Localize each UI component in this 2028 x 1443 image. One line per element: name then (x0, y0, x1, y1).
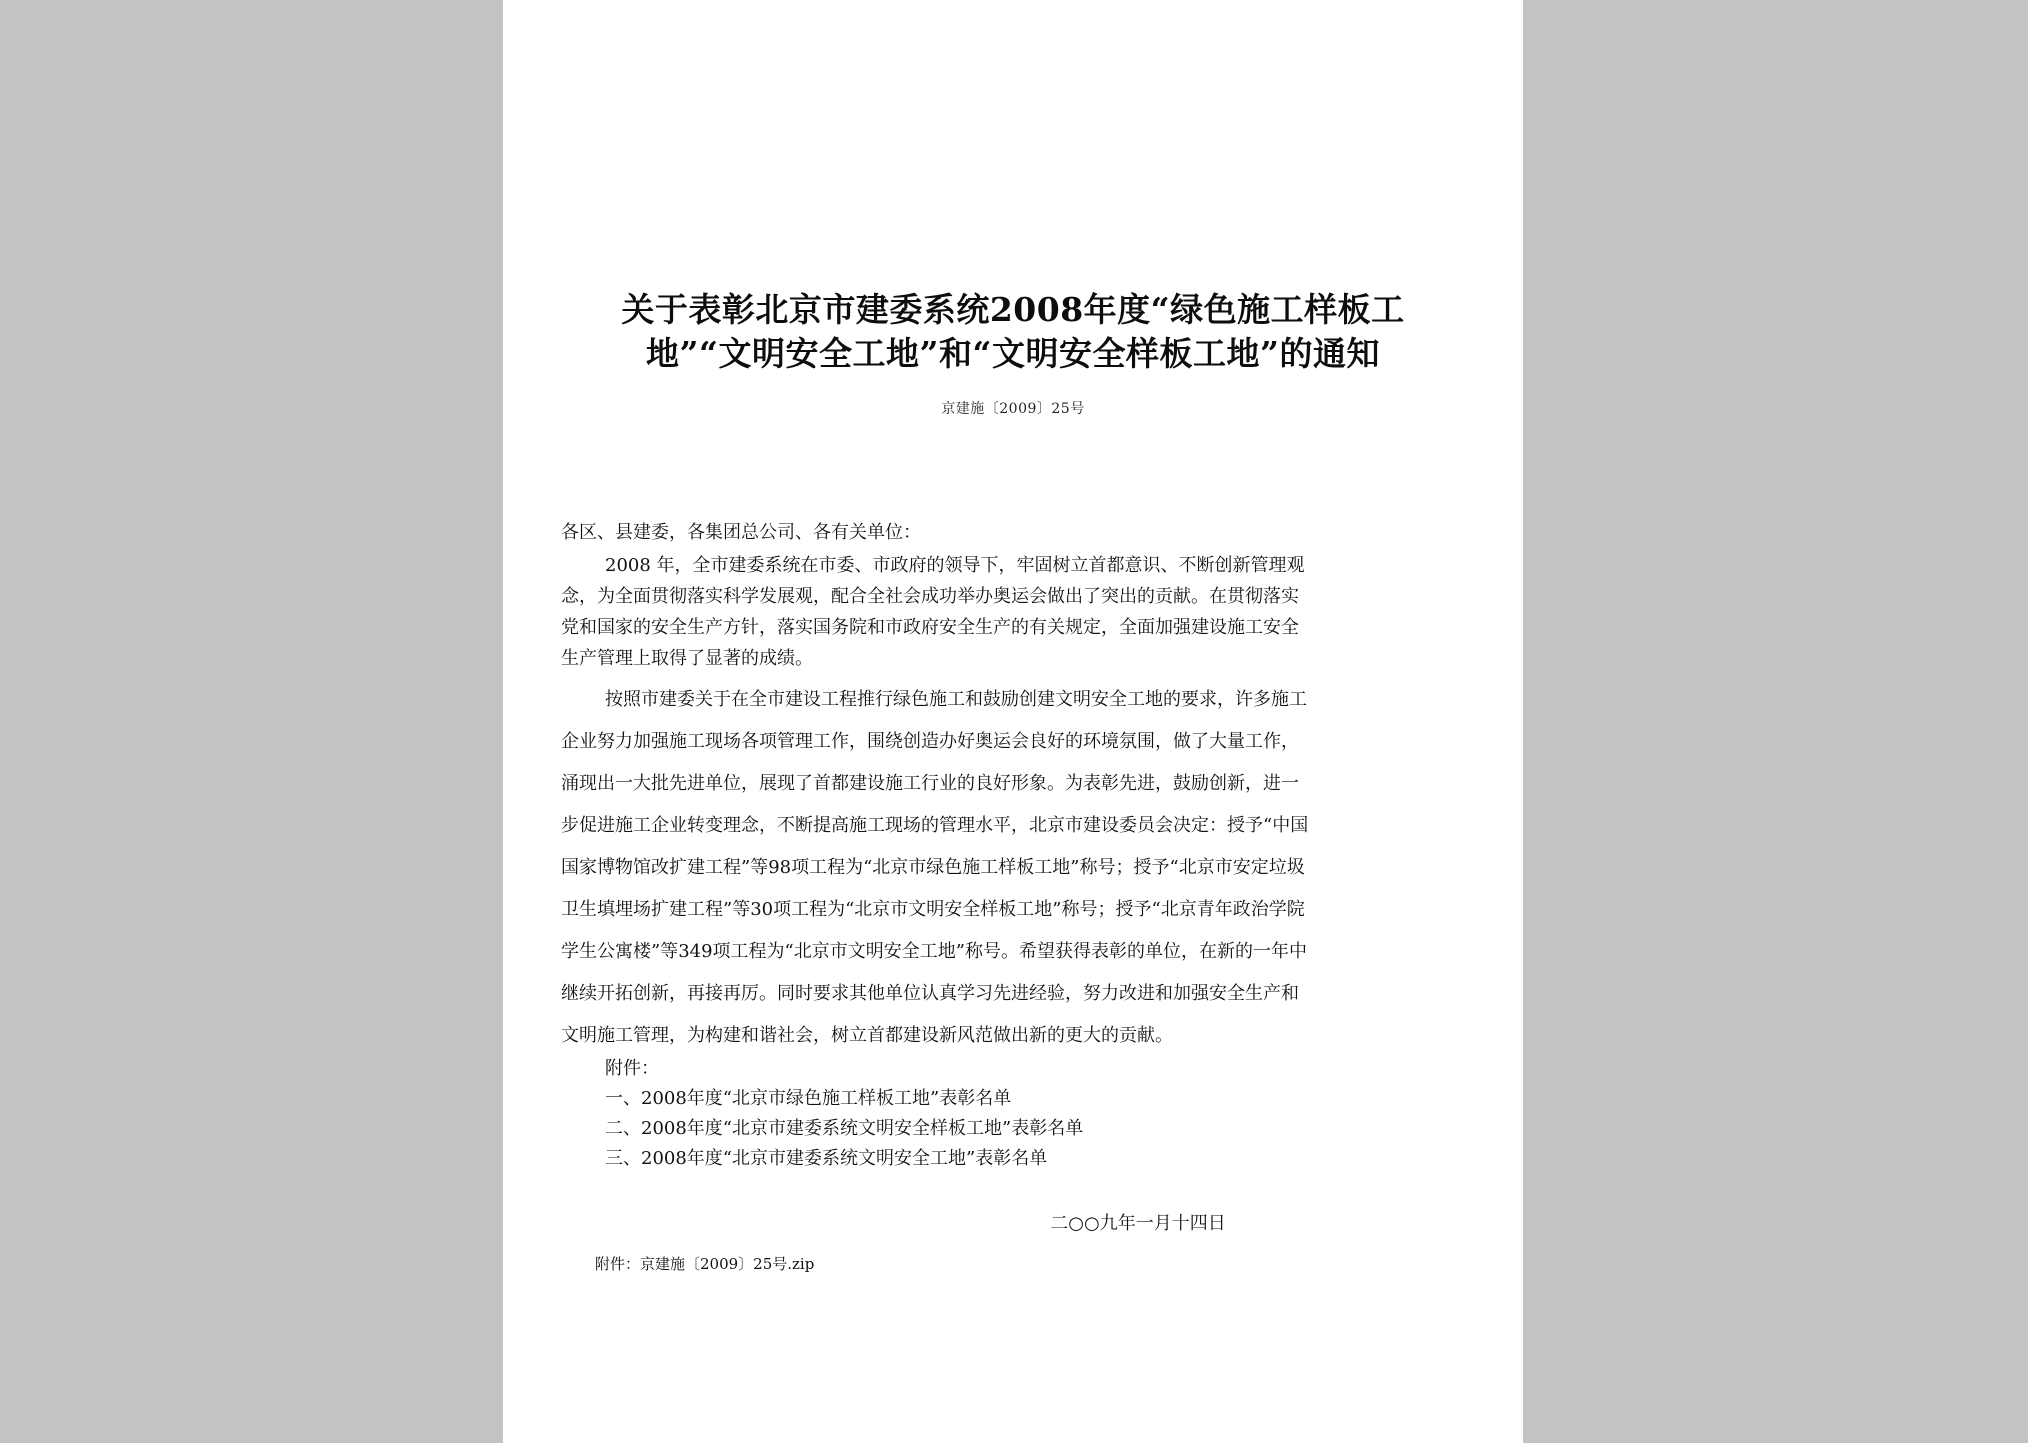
document-number: 京建施〔2009〕25号 (941, 401, 1085, 417)
paragraph-2-line: 继续开拓创新，再接再厉。同时要求其他单位认真学习先进经验，努力改进和加强安全生产和 (561, 983, 1299, 1004)
attachment-file-link[interactable]: 附件：京建施〔2009〕25号.zip (595, 1255, 815, 1273)
title-line-2: 地”“文明安全工地”和“文明安全样板工地”的通知 (646, 334, 1380, 373)
attachments-heading: 附件： (605, 1058, 659, 1079)
document-page (503, 0, 1523, 1443)
paragraph-2-line: 卫生填埋场扩建工程”等30项工程为“北京市文明安全样板工地”称号；授予“北京青年政治学院 (561, 899, 1305, 920)
attachment-item: 三、2008年度“北京市建委系统文明安全工地”表彰名单 (605, 1148, 1048, 1169)
paragraph-1-line: 念，为全面贯彻落实科学发展观，配合全社会成功举办奥运会做出了突出的贡献。在贯彻落实 (561, 586, 1299, 607)
paragraph-2-line: 涌现出一大批先进单位，展现了首都建设施工行业的良好形象。为表彰先进，鼓励创新，进一 (561, 773, 1299, 794)
paragraph-2-line: 学生公寓楼”等349项工程为“北京市文明安全工地”称号。希望获得表彰的单位，在新的一年中 (561, 941, 1307, 962)
paragraph-1 (561, 550, 1466, 674)
paragraph-2 (561, 679, 1466, 1057)
paragraph-2-line: 国家博物馆改扩建工程”等98项工程为“北京市绿色施工样板工地”称号；授予“北京市安定垃圾 (561, 857, 1305, 878)
paragraph-1-line: 党和国家的安全生产方针，落实国务院和市政府安全生产的有关规定，全面加强建设施工安全 (561, 617, 1299, 638)
paragraph-1-line: 生产管理上取得了显著的成绩。 (561, 648, 813, 669)
attachment-item: 二、2008年度“北京市建委系统文明安全样板工地”表彰名单 (605, 1118, 1084, 1139)
paragraph-2-line: 按照市建委关于在全市建设工程推行绿色施工和鼓励创建文明安全工地的要求，许多施工 (605, 689, 1307, 710)
document-title (563, 288, 1463, 376)
attachment-item: 一、2008年度“北京市绿色施工样板工地”表彰名单 (605, 1088, 1012, 1109)
paragraph-2-line: 企业努力加强施工现场各项管理工作，围绕创造办好奥运会良好的环境氛围，做了大量工作， (561, 731, 1299, 752)
issue-date: 二○○九年一月十四日 (1050, 1213, 1226, 1234)
paragraph-2-line: 文明施工管理，为构建和谐社会，树立首都建设新风范做出新的更大的贡献。 (561, 1025, 1173, 1046)
paragraph-2-line: 步促进施工企业转变理念，不断提高施工现场的管理水平，北京市建设委员会决定：授予“中国 (561, 815, 1309, 836)
title-line-1: 关于表彰北京市建委系统2008年度“绿色施工样板工 (621, 290, 1405, 329)
salutation: 各区、县建委，各集团总公司、各有关单位： (561, 522, 921, 543)
paragraph-1-line: 2008 年，全市建委系统在市委、市政府的领导下，牢固树立首都意识、不断创新管理观 (605, 555, 1305, 576)
